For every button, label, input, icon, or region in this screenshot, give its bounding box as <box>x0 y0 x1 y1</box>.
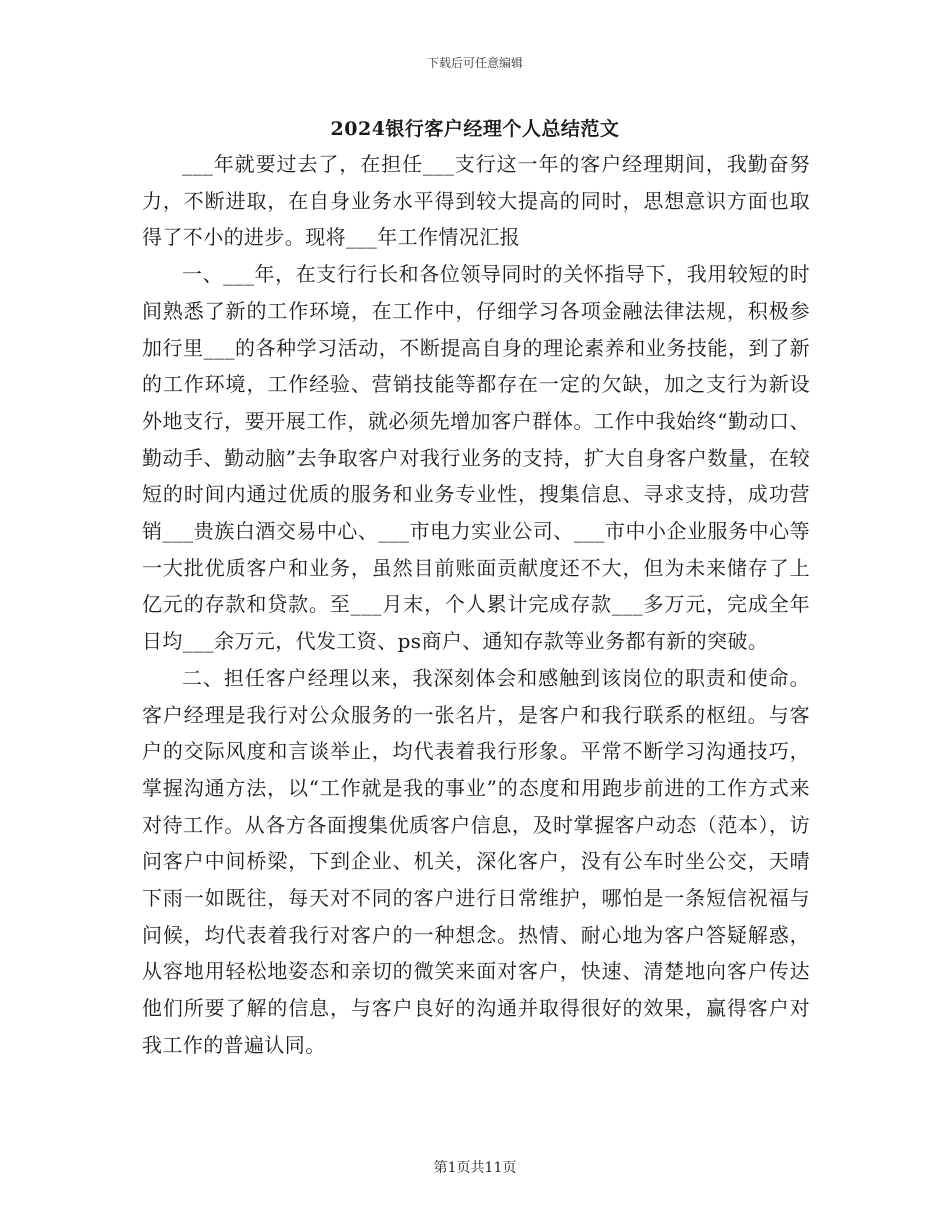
paragraph-intro: ___年就要过去了，在担任___支行这一年的客户经理期间，我勤奋努力，不断进取，在自身业务水平得到较大提高的同时，思想意识方面也取得了不小的进步。现将___年工作情况汇报 <box>142 152 810 250</box>
document-title: 2024银行客户经理个人总结范文 <box>330 118 620 140</box>
paragraph-section-2: 二、担任客户经理以来，我深刻体会和感触到该岗位的职责和使命。客户经理是我行对公众服务的一张名片，是客户和我行联系的枢纽。与客户的交际风度和言谈举止，均代表着我行形象。平常不断学习沟通技巧，掌握沟通方法，以“工作就是我的事业”的态度和用跑步前进的工作方式来对待工作。从各方各面搜集优质客户信息，及时掌握客户动态（范本），访问客户中间桥梁，下到企业、机关，深化客户，没有公车时坐公交，天晴下雨一如既往，每天对不同的客户进行日常维护，哪怕是一条短信祝福与问候，均代表着我行对客户的一种想念。热情、耐心地为客户答疑解惑，从容地用轻松地姿态和亲切的微笑来面对客户，快速、清楚地向客户传达他们所要了解的信息，与客户良好的沟通并取得很好的效果，赢得客户对我工作的普遍认同。 <box>142 665 810 1057</box>
document-body <box>142 146 810 1064</box>
paragraph-section-1: 一、___年，在支行行长和各位领导同时的关怀指导下，我用较短的时间熟悉了新的工作环境，在工作中，仔细学习各项金融法律法规，积极参加行里___的各种学习活动，不断提高自身的理论素养和业务技能，到了新的工作环境，工作经验、营销技能等都存在一定的欠缺，加之支行为新设外地支行，要开展工作，就必须先增加客户群体。工作中我始终“勤动口、勤动手、勤动脑”去争取客户对我行业务的支持，扩大自身客户数量，在较短的时间内通过优质的服务和业务专业性，搜集信息、寻求支持，成功营销___贵族白酒交易中心、___市电力实业公司、___市中小企业服务中心等一大批优质客户和业务，虽然目前账面贡献度还不大，但为未来储存了上亿元的存款和贷款。至___月末，个人累计完成存款___多万元，完成全年日均___余万元，代发工资、ps商户、通知存款等业务都有新的突破。 <box>142 262 810 654</box>
page-header: 下载后可任意编辑 <box>426 56 523 70</box>
page-number: 第1页共11页 <box>433 1160 517 1176</box>
